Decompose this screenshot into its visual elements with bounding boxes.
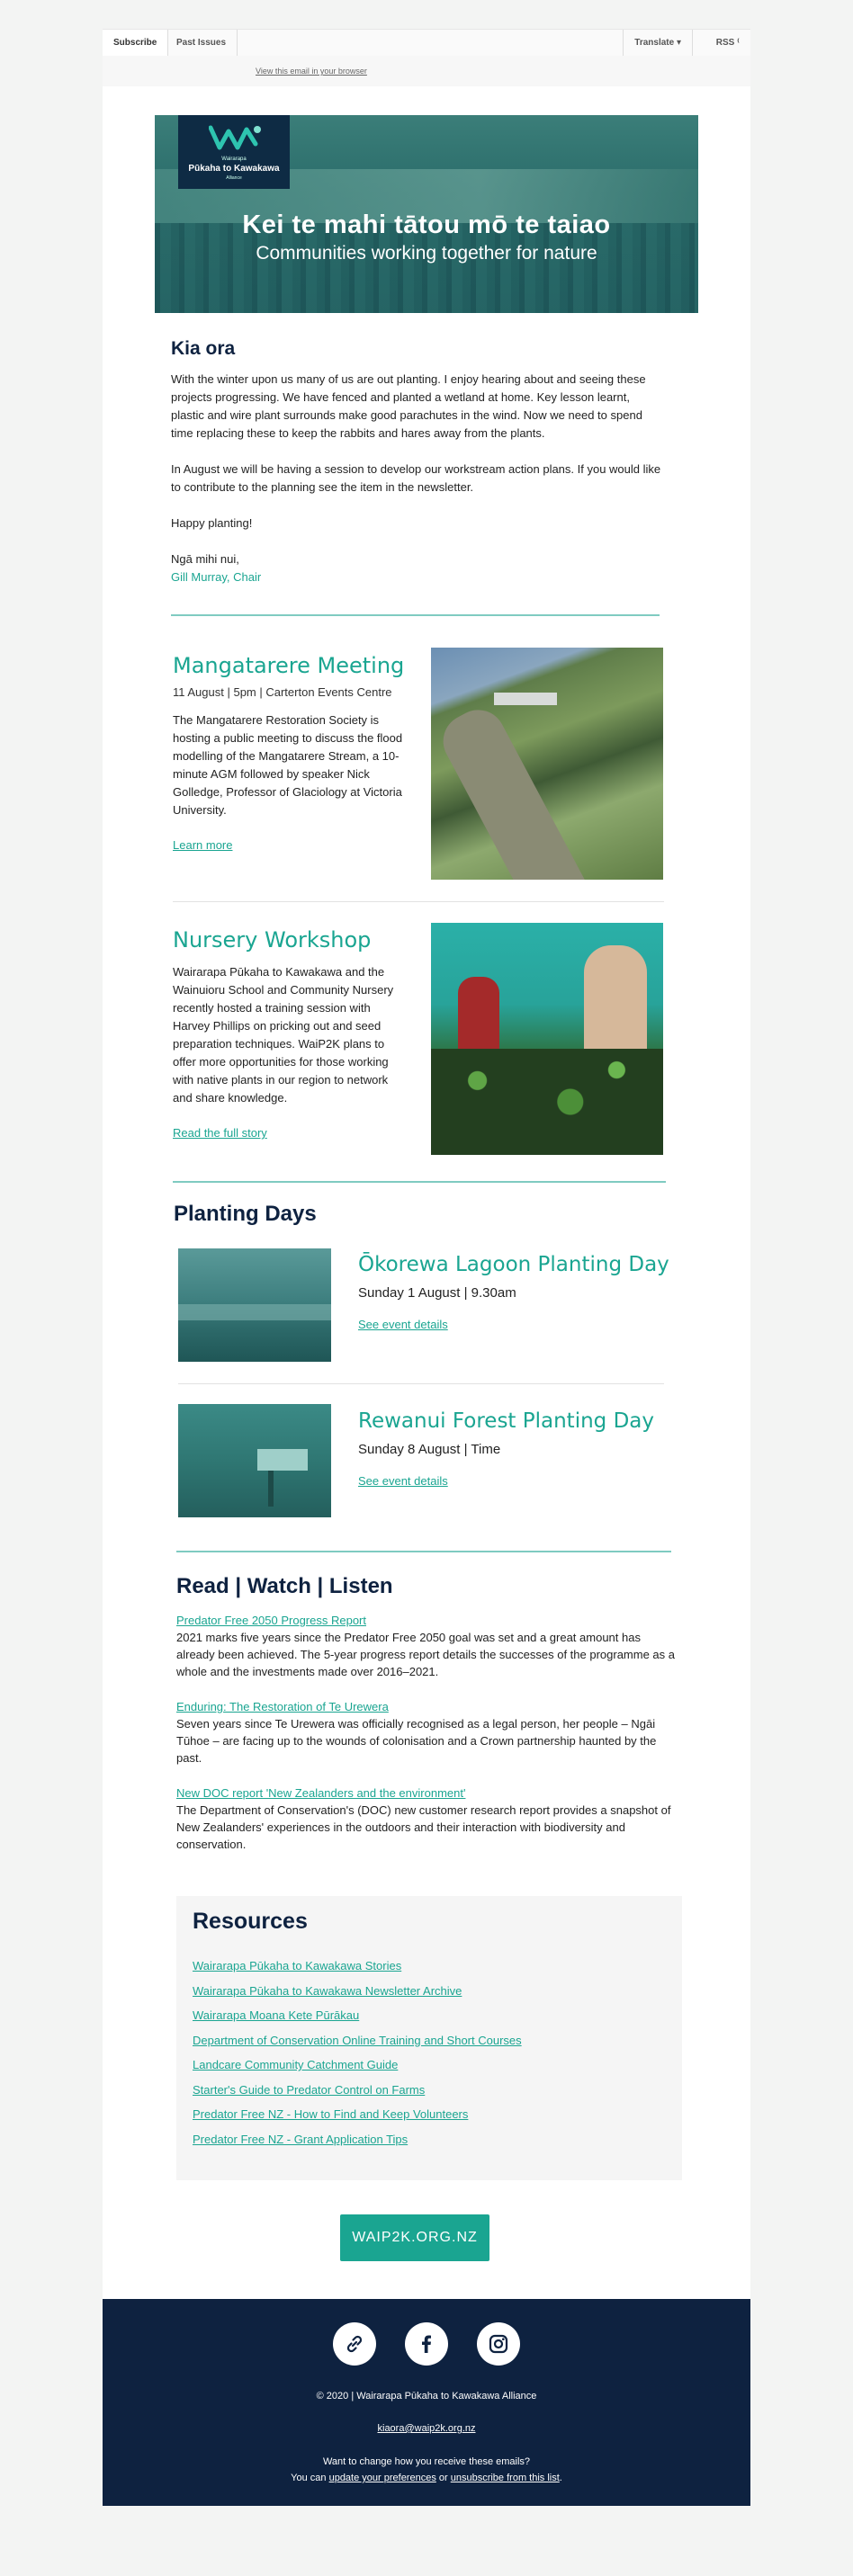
logo-region: Wairarapa [221,157,247,162]
image-sign [257,1449,308,1471]
update-preferences-link[interactable]: update your preferences [328,2473,436,2483]
photo-person [584,945,647,1053]
resource-link[interactable]: Wairarapa Pūkaha to Kawakawa Stories [193,1959,402,1972]
rwl-description: The Department of Conservation's (DOC) new customer research report provides a snapshot of New Zealanders' experiences in the outdoors and their interaction with biodiversity and conservation. [176,1803,671,1851]
rwl-list [176,1612,678,1871]
event-rewanui [358,1409,673,1489]
resource-link[interactable]: Department of Conservation Online Training and Short Courses [193,2033,522,2047]
resource-link[interactable]: Landcare Community Catchment Guide [193,2058,399,2071]
event-okorewa [358,1253,673,1333]
signoff: Ngā mihi nui, [171,552,239,566]
rwl-description: Seven years since Te Urewera was officially recognised as a legal person, her people – Ngāi Tūhoe – are facing up to the wounds of colonisation and a Crown partnership haunted by the past. [176,1717,657,1765]
logo-sub: Alliance [226,175,242,181]
nursery-workshop-photo [431,923,663,1155]
event-date: Sunday 8 August | Time [358,1442,501,1457]
feature-mangatarere [173,653,407,854]
mangatarere-aerial-photo [431,648,663,880]
you-can-text: You can [291,2473,327,2483]
resource-link[interactable]: Predator Free NZ - How to Find and Keep Volunteers [193,2107,469,2121]
logo-name: Pūkaha to Kawakawa [188,164,280,174]
hero-subtitle: Communities working together for nature [256,243,597,264]
intro-paragraph: In August we will be having a session to develop our workstream action plans. If you would like to contribute to the planning see the item in the newsletter. [171,462,661,494]
subscribe-tab[interactable]: Subscribe [103,30,168,57]
list-item [176,1698,678,1767]
image-horizon [178,1304,331,1320]
divider [171,614,660,616]
resources-heading: Resources [193,1909,308,1934]
preferences-line [103,2470,750,2486]
feature-meta: 11 August | 5pm | Carterton Events Centre [173,685,392,699]
photo-person [458,977,499,1058]
see-event-details-link[interactable]: See event details [358,1474,448,1488]
instagram-icon[interactable] [477,2322,520,2366]
logo-mark-icon [209,124,261,151]
resources-box [176,1896,682,2180]
view-in-browser-link[interactable]: View this email in your browser [256,67,367,76]
feature-body: The Mangatarere Restoration Society is hosting a public meeting to discuss the flood modelling of the Mangatarere Stream, a 10-minute AGM followed by speaker Nick Golledge, Professor of Glaciology at Victoria University. [173,713,403,817]
change-line: Want to change how you receive these emails? [322,2456,531,2467]
period-text: . [559,2473,562,2483]
translate-dropdown[interactable]: Translate ▾ [623,30,693,57]
link-icon[interactable] [333,2322,376,2366]
or-text: or [438,2473,448,2483]
signature: Gill Murray, Chair [171,570,262,584]
social-icons [333,2322,520,2367]
hero-title: Kei te mahi tātou mō te taiao [242,210,611,239]
preferences-text [103,2454,750,2486]
past-issues-tab[interactable]: Past Issues [166,30,238,57]
top-bar [103,29,750,58]
divider [173,1181,666,1183]
hero-banner [155,115,698,313]
rss-link[interactable]: RSS ⁽ [715,38,740,48]
resource-link[interactable]: Wairarapa Moana Kete Pūrākau [193,2008,360,2022]
resource-link[interactable]: Starter's Guide to Predator Control on Farms [193,2082,426,2097]
resource-link[interactable]: Predator Free NZ - Grant Application Tips [193,2132,409,2146]
rwl-heading: Read | Watch | Listen [176,1574,393,1598]
resources-list [193,1959,522,2157]
resource-link[interactable]: Wairarapa Pūkaha to Kawakawa Newsletter Archive [193,1983,462,1998]
photo-buildings [494,693,557,705]
intro-section [171,340,666,586]
event-title: Ōkorewa Lagoon Planting Day [358,1253,669,1276]
rwl-link[interactable]: New DOC report 'New Zealanders and the environment' [176,1786,466,1800]
event-title: Rewanui Forest Planting Day [358,1409,654,1433]
rewanui-event-image [178,1404,331,1517]
rwl-description: 2021 marks five years since the Predator Free 2050 goal was set and a great amount has already been achieved. The 5-year progress report details the successes of the programme as a whole and the investments made over 2016–2021. [176,1631,676,1678]
unsubscribe-link[interactable]: unsubscribe from this list [450,2473,560,2483]
divider [176,1551,671,1552]
footer [103,2299,750,2506]
divider [178,1383,664,1384]
event-date: Sunday 1 August | 9.30am [358,1285,516,1301]
feature-body: Wairarapa Pūkaha to Kawakawa and the Wainuioru School and Community Nursery recently hosted a training session with Harvey Phillips on pricking out and seed preparation techniques. WaiP2K plans to offer more opportunities for those working with native plants in our region to network and share knowledge. [173,965,394,1105]
list-item [176,1612,678,1680]
feature-nursery [173,927,407,1141]
divider [173,901,664,902]
rwl-link[interactable]: Predator Free 2050 Progress Report [176,1614,366,1627]
rwl-link[interactable]: Enduring: The Restoration of Te Urewera [176,1700,389,1713]
okorewa-event-image [178,1248,331,1362]
read-full-story-link[interactable]: Read the full story [173,1126,267,1140]
copyright-text: © 2020 | Wairarapa Pūkaha to Kawakawa Alliance [316,2391,537,2402]
photo-river [434,701,599,880]
see-event-details-link[interactable]: See event details [358,1318,448,1331]
feature-title: Nursery Workshop [173,927,372,953]
list-item [176,1784,678,1853]
greeting-heading: Kia ora [171,338,236,359]
planting-days-heading: Planting Days [174,1202,317,1226]
feature-title: Mangatarere Meeting [173,653,405,678]
browser-link-bar [103,56,750,86]
intro-paragraph: With the winter upon us many of us are out planting. I enjoy hearing about and seeing these projects progressing. We have fenced and planted a wetland at home. Key lesson learnt, plastic and wire plant surrounds make good parachutes in the wind. Now we need to spend time replacing these to keep the rabbits and hares away from the plants. [171,372,646,440]
alliance-logo[interactable] [178,115,290,189]
facebook-icon[interactable] [405,2322,448,2366]
website-button[interactable]: WAIP2K.ORG.NZ [340,2214,489,2261]
photo-seedlings [431,1049,663,1155]
contact-email-link[interactable]: kiaora@waip2k.org.nz [377,2423,476,2434]
learn-more-link[interactable]: Learn more [173,838,233,852]
intro-paragraph: Happy planting! [171,516,253,530]
image-post [268,1471,274,1507]
